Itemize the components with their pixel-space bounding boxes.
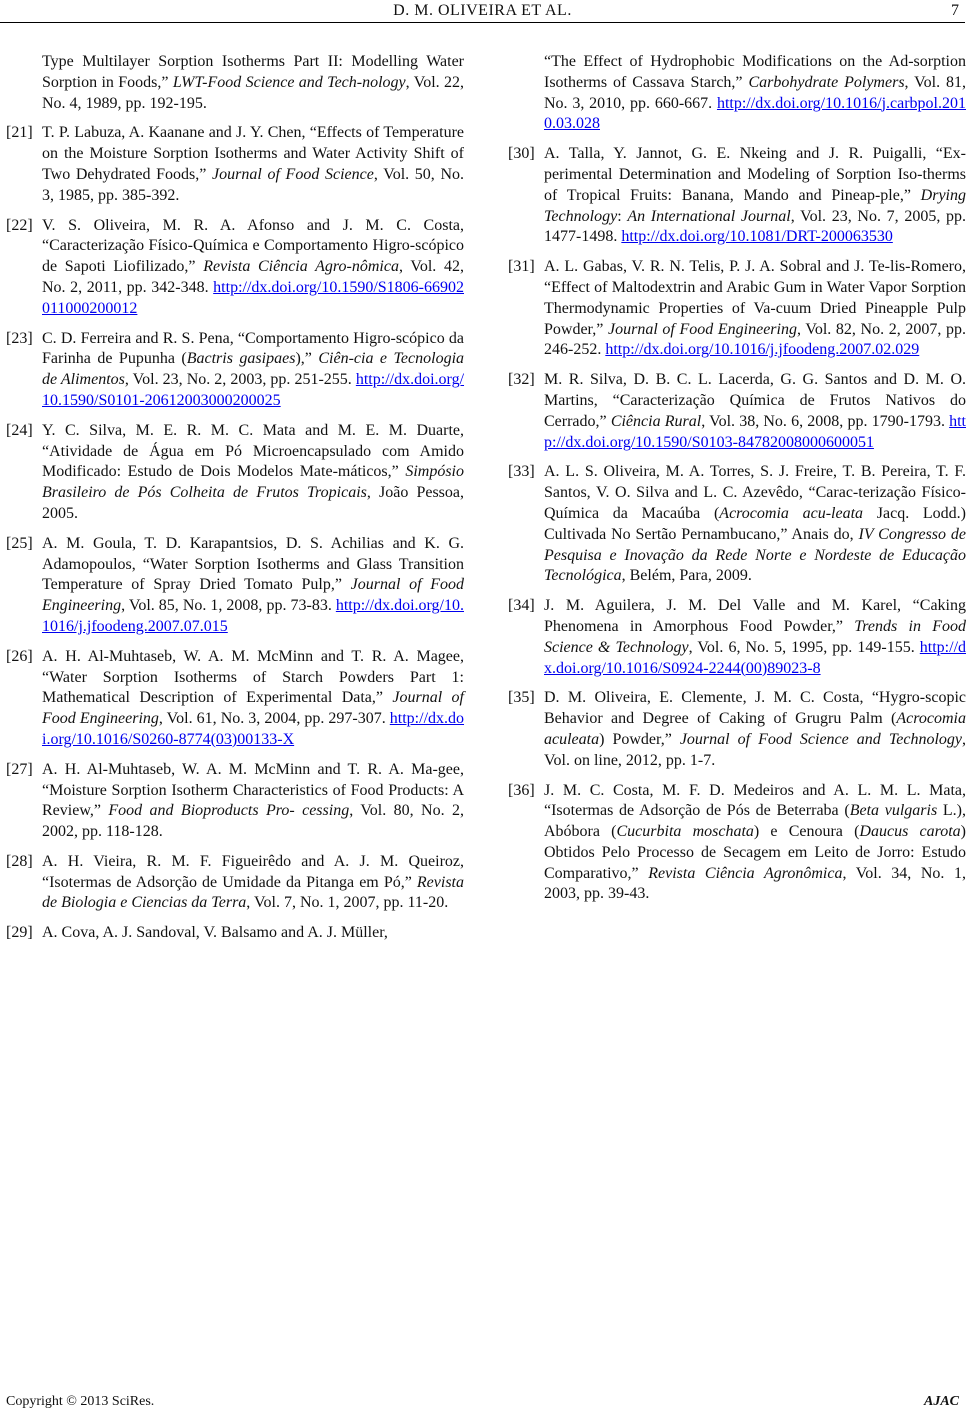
reference-text-segment: , Vol. 81, No. 3, 2010, pp. 660-667. (544, 73, 966, 112)
reference-text (42, 923, 464, 944)
reference-number: [27] (6, 760, 33, 778)
reference-text-segment: , Vol. 42, No. 2, 2011, pp. 342-348. (42, 258, 464, 296)
reference-entry (508, 370, 966, 453)
reference-number: [32] (508, 371, 535, 389)
italic-title: Ciência Rural (610, 412, 702, 430)
italic-title: Ciên-cia e Tecnologia de Alimentos (42, 350, 465, 389)
italic-title: Acrocomia aculeata (544, 710, 966, 748)
reference-number: [21] (6, 124, 33, 142)
italic-title: Journal of Food Engineering (607, 320, 797, 338)
reference-text (42, 329, 464, 412)
doi-link[interactable]: http://dx.doi.org/10.1016/S0924-2244(00)89023-8 (544, 638, 966, 677)
italic-title: IV Congresso de Pesquisa e Inovação da Rede Norte e Nordeste de Educação Tecnológica (544, 525, 966, 585)
reference-text-segment: Jacq. Lodd.) Cultivada No Sertão Pernambucano,” Anais do, (544, 504, 966, 543)
reference-number: [24] (6, 421, 33, 439)
reference-text-segment: ) Powder,” (599, 730, 680, 748)
reference-text-segment: A. H. Vieira, R. M. F. Figueirêdo and A. J. M. Queiroz, “Isotermas de Adsorção de Umidade da Pitanga em Pó,” (42, 852, 464, 891)
italic-title: Bactris gasipaes (186, 350, 296, 368)
journal-abbreviation: AJAC (923, 1394, 959, 1409)
reference-text-segment: , Vol. 85, No. 1, 2008, pp. 73-83. (121, 597, 336, 615)
reference-number: [28] (6, 852, 33, 870)
reference-text-segment: T. P. Labuza, A. Kaanane and J. Y. Chen, “Effects of Temperature on the Moisture Sorption Isotherms and Water Activity Shift of Two Dehydrated Foods,” (42, 124, 464, 183)
reference-text-segment: , Vol. 61, No. 3, 2004, pp. 297-307. (158, 710, 390, 728)
reference-text-segment: D. M. Oliveira, E. Clemente, J. M. C. Costa, “Hygro-scopic Behavior and Degree of Caking of Grugru Palm ( (544, 689, 966, 728)
reference-text-segment: “The Effect of Hydrophobic Modifications on the Ad-sorption Isotherms of Cassava Starch,” (544, 53, 966, 91)
reference-text-segment: , João Pessoa, 2005. (42, 484, 464, 522)
reference-text-segment: C. D. Ferreira and R. S. Pena, “Comportamento Higro-scópico da Farinha de Pupunha ( (42, 329, 464, 368)
italic-title: Acrocomia acu-leata (719, 504, 864, 522)
reference-text (544, 144, 966, 248)
reference-text-segment: , Vol. 50, No. 3, 1985, pp. 385-392. (42, 165, 465, 204)
reference-entry (508, 781, 966, 906)
doi-link[interactable]: http://dx.doi.org/10.1590/S1806-66902011000200012 (42, 278, 464, 317)
reference-number: [23] (6, 329, 33, 347)
reference-text-segment: , Vol. 23, No. 7, 2005, pp. 1477-1498. (544, 207, 966, 246)
italic-title: Revista de Biologia e Ciencias da Terra (42, 873, 464, 912)
reference-number: [22] (6, 216, 33, 234)
italic-title: Simpósio Brasileiro de Pós Colheita de Frutos Tropicais (42, 463, 464, 502)
italic-title: Revista Ciência Agronômica (648, 864, 843, 882)
reference-text (544, 781, 966, 906)
italic-title: Journal of Food Science and Technology (679, 730, 962, 748)
reference-text (544, 257, 966, 361)
reference-number: [33] (508, 463, 535, 481)
italic-title: Cucurbita moschata (616, 823, 754, 841)
italic-title: Food and Bioproducts Pro- cessing (108, 802, 350, 820)
reference-entry (508, 688, 966, 771)
reference-entry (508, 257, 966, 361)
reference-text (42, 216, 464, 320)
italic-title: Journal of Food Science (212, 165, 374, 183)
italic-title: Daucus carota (859, 823, 961, 841)
reference-text-segment: Type Multilayer Sorption Isotherms Part II: Modelling Water Sorption in Foods,” (42, 53, 464, 91)
reference-text-segment: V. S. Oliveira, M. R. A. Afonso and J. M. C. Costa, “Caracterização Físico-Química e Comportamento Higro-scópico de Sapoti Liofilizado,” (42, 216, 464, 276)
reference-text-segment: , Vol. 80, No. 2, 2002, pp. 118-128. (42, 802, 465, 841)
reference-text-segment: A. M. Goula, T. D. Karapantsios, D. S. Achilias and K. G. Adamopoulos, “Water Sorption Isotherms and Glass Transition Temperature of Spray Dried Tomato Pulp,” (42, 534, 464, 594)
reference-number: [30] (508, 145, 535, 163)
reference-continuation (6, 52, 464, 114)
reference-text-segment: A. Talla, Y. Jannot, G. E. Nkeing and J. R. Puigalli, “Ex-perimental Determination and Modeling of Sorption Iso-therms of Tropical Fruits: Banana, Mando and Pineap-ple,” (544, 145, 966, 204)
reference-text-segment: , Vol. 7, No. 1, 2007, pp. 11-20. (246, 894, 449, 912)
reference-text-segment: , Belém, Para, 2009. (621, 567, 752, 585)
page-number: 7 (951, 2, 959, 19)
copyright-notice: Copyright © 2013 SciRes. (6, 1394, 155, 1409)
reference-entry (6, 923, 464, 944)
reference-text-segment: : (617, 207, 628, 225)
reference-text-segment: Y. C. Silva, M. E. R. M. C. Mata and M. E. M. Duarte, “Atividade de Água em Pó Microencapsulado com Amido Modificado: Estudo de Dois Modelos Mate-máticos,” (42, 421, 464, 481)
reference-text-segment: M. R. Silva, D. B. C. L. Lacerda, G. G. Santos and D. M. O. Martins, “Caracterização Química de Frutos Nativos do Cerrado,” (544, 371, 966, 430)
italic-title: Journal of Food Engineering (42, 689, 464, 728)
running-title: D. M. OLIVEIRA ET AL. (393, 2, 572, 19)
reference-number: [31] (508, 258, 535, 276)
reference-text-segment: , Vol. 34, No. 1, 2003, pp. 39-43. (544, 864, 966, 903)
doi-link[interactable]: http://dx.doi.org/10.1016/j.carbpol.2010.03.028 (544, 94, 966, 133)
reference-text (42, 534, 464, 638)
reference-text-segment: J. M. Aguilera, J. M. Del Valle and M. Karel, “Caking Phenomena in Amorphous Food Powder,” (544, 597, 966, 635)
reference-text-segment: A. Cova, A. J. Sandoval, V. Balsamo and A. J. Müller, (42, 924, 388, 942)
reference-number: [36] (508, 781, 535, 799)
reference-text (42, 123, 464, 206)
reference-entry (6, 852, 464, 914)
reference-number: [25] (6, 534, 33, 552)
running-header (0, 0, 965, 23)
doi-link[interactable]: http://dx.doi.org/10.1016/j.jfoodeng.2007.02.029 (605, 341, 920, 359)
reference-text (42, 760, 464, 843)
italic-title: Drying Technology (544, 186, 966, 225)
reference-text (544, 52, 966, 135)
reference-entry (508, 144, 966, 248)
reference-text (42, 647, 464, 751)
reference-text-segment: , Vol. 82, No. 2, 2007, pp. 246-252. (544, 320, 966, 359)
reference-text-segment: ) e Cenoura ( (753, 823, 860, 841)
reference-entry (6, 216, 464, 320)
reference-text (42, 852, 464, 914)
reference-text-segment: A. L. S. Oliveira, M. A. Torres, S. J. Freire, T. B. Pereira, T. F. Santos, V. O. Silva and L. C. Azevêdo, “Carac-terização Físico-Química da Macaúba ( (544, 463, 966, 522)
reference-text-segment: , Vol. 22, No. 4, 1989, pp. 192-195. (42, 73, 465, 112)
reference-text (42, 52, 464, 114)
italic-title: Beta vulgaris (849, 802, 938, 820)
italic-title: Carbohydrate Polymers (748, 73, 905, 91)
reference-text-segment: A. H. Al-Muhtaseb, W. A. M. McMinn and T. R. A. Ma-gee, “Moisture Sorption Isotherm Characteristics of Food Products: A Review,” (42, 760, 464, 820)
doi-link[interactable]: http://dx.doi.org/10.1590/S0103-84782008000600051 (544, 412, 966, 451)
doi-link[interactable]: http://dx.doi.org/10.1081/DRT-200063530 (621, 228, 893, 246)
reference-text (544, 462, 966, 587)
reference-text-segment: L.), Abóbora ( (544, 802, 966, 841)
italic-title: Trends in Food Science & Technology (544, 617, 966, 656)
reference-text (544, 370, 966, 453)
italic-title: Journal of Food Engineering (42, 576, 464, 615)
doi-link[interactable]: http://dx.doi.org/10.1016/j.jfoodeng.2007.07.015 (42, 597, 464, 635)
reference-text-segment: A. L. Gabas, V. R. N. Telis, P. J. A. Sobral and J. Te-lis-Romero, “Effect of Maltodextrin and Arabic Gum in Water Vapor Sorption Thermodynamic Properties of Va-cuum Dried Pineapple Pulp Powder,” (544, 258, 966, 338)
reference-number: [34] (508, 597, 535, 615)
reference-entry (6, 329, 464, 412)
reference-continuation (508, 52, 966, 135)
reference-text-segment: , Vol. 23, No. 2, 2003, pp. 251-255. (124, 371, 356, 389)
italic-title: An International Journal (627, 207, 791, 225)
reference-text-segment: , Vol. on line, 2012, pp. 1-7. (544, 730, 966, 769)
reference-text (544, 688, 966, 771)
reference-number: [35] (508, 689, 535, 707)
reference-text-segment: ),” (295, 350, 319, 368)
doi-link[interactable]: http://dx.doi.org/10.1016/S0260-8774(03)00133-X (42, 710, 465, 748)
reference-entry (508, 462, 966, 587)
reference-text-segment: , Vol. 38, No. 6, 2008, pp. 1790-1793. (701, 412, 950, 430)
reference-text (544, 596, 966, 679)
reference-entry (6, 123, 464, 206)
reference-text-segment: J. M. C. Costa, M. F. D. Medeiros and A. L. M. L. Mata, “Isotermas de Adsorção de Pós de Beterraba ( (544, 781, 966, 820)
reference-entry (6, 534, 464, 638)
reference-number: [26] (6, 647, 33, 665)
references-right-column (508, 52, 966, 914)
italic-title: LWT-Food Science and Tech-nology (172, 73, 406, 91)
reference-entry (6, 647, 464, 751)
reference-entry (508, 596, 966, 679)
reference-text-segment: A. H. Al-Muhtaseb, W. A. M. McMinn and T. R. A. Magee, “Water Sorption Isotherms of Starch Powders Part 1: Mathematical Description of Experimental Data,” (42, 647, 464, 707)
reference-text-segment: ) Obtidos Pelo Processo de Secagem em Leito de Jorro: Estudo Comparativo,” (544, 823, 966, 882)
reference-entry (6, 760, 464, 843)
reference-entry (6, 421, 464, 525)
italic-title: Revista Ciência Agro-nômica (203, 258, 399, 276)
references-left-column (6, 52, 464, 953)
reference-number: [29] (6, 924, 33, 942)
reference-text (42, 421, 464, 525)
doi-link[interactable]: http://dx.doi.org/10.1590/S0101-20612003000200025 (42, 371, 465, 409)
reference-text-segment: , Vol. 6, No. 5, 1995, pp. 149-155. (688, 638, 920, 656)
